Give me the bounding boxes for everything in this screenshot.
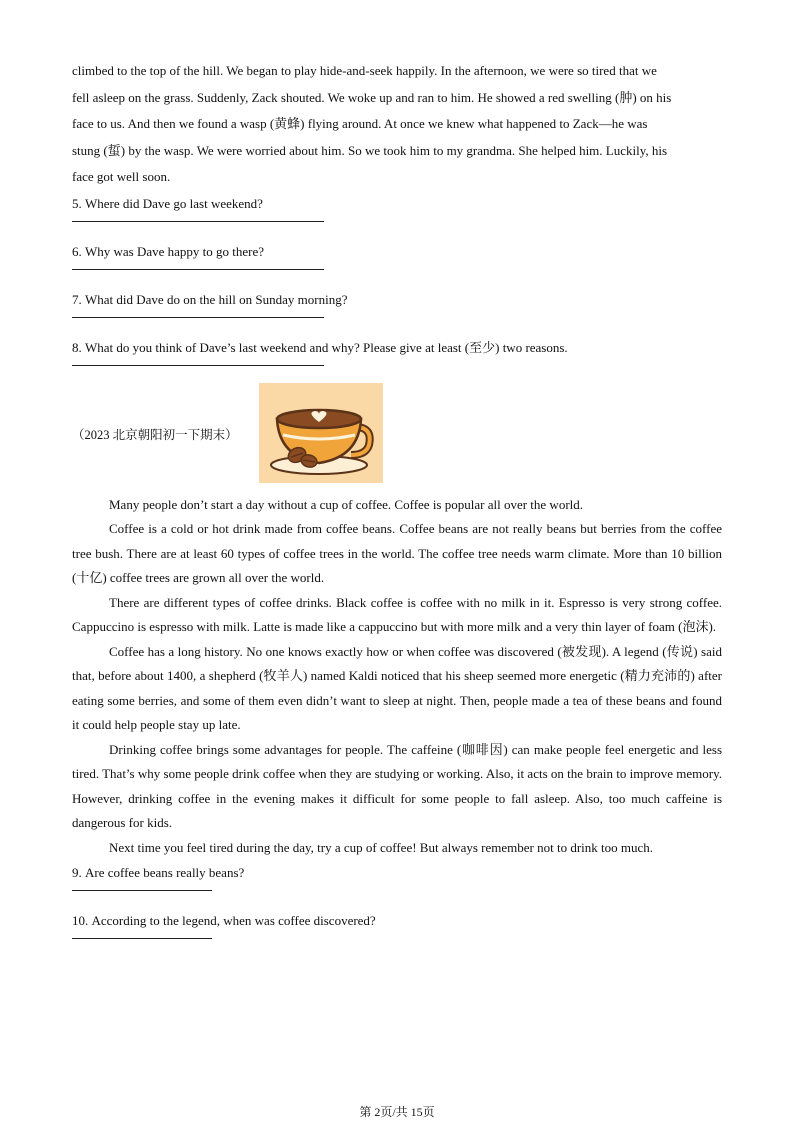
source-label: （2023 北京朝阳初一下期末） — [72, 427, 238, 442]
page-number: 第 2页/共 15页 — [359, 1105, 435, 1119]
passage-paragraph: Coffee is a cold or hot drink made from coffee beans. Coffee beans are not really beans but berries from the coffee tree bush. There are at least 60 types of coffee trees in the world. The coffee tree needs warm climate. More than 10 billion (十亿) coffee trees are grown all over the world. — [72, 521, 722, 585]
question-5 — [72, 191, 722, 217]
question-text: What do you think of Dave’s last weekend and why? Please give at least (至少) two reasons. — [85, 339, 568, 355]
intro-line: face to us. And then we found a wasp (黄蜂) flying around. At once we knew what happened to Zack—he was — [72, 116, 648, 131]
intro-line: fell asleep on the grass. Suddenly, Zack shouted. We woke up and ran to him. He showed a red swelling (肿) on his — [72, 89, 672, 105]
question-10 — [72, 908, 722, 934]
question-8 — [72, 335, 722, 361]
answer-line-10[interactable] — [72, 938, 212, 939]
coffee-cup-icon — [259, 383, 383, 483]
question-text: Are coffee beans really beans? — [85, 865, 245, 880]
answer-line-8[interactable] — [72, 365, 324, 366]
passage-paragraph: Coffee has a long history. No one knows exactly how or when coffee was discovered (被发现). A legend (传说) said that, before about 1400, a shepherd (牧羊人) named Kaldi noticed that his sheep seemed more energetic (精力充沛的) after eating some berries, and some of them even didn’t want to sleep at night. Then, people made a tea of these beans and found it could help people stay up late. — [72, 643, 722, 732]
question-text: Why was Dave happy to go there? — [85, 243, 265, 259]
question-block-a — [72, 191, 722, 366]
question-text: Where did Dave go last weekend? — [85, 195, 263, 211]
answer-line-9[interactable] — [72, 890, 212, 891]
intro-text — [72, 58, 722, 191]
question-9 — [72, 860, 722, 886]
question-number: 7. — [72, 291, 82, 307]
question-number: 10. — [72, 913, 89, 928]
question-number: 8. — [72, 339, 82, 355]
passage — [72, 493, 722, 861]
answer-line-7[interactable] — [72, 317, 324, 318]
question-7 — [72, 287, 722, 313]
passage-paragraph: Many people don’t start a day without a cup of coffee. Coffee is popular all over the world. — [109, 496, 584, 512]
question-text: What did Dave do on the hill on Sunday morning? — [85, 291, 348, 307]
passage-paragraph: There are different types of coffee drinks. Black coffee is coffee with no milk in it. Espresso is very strong coffee. Cappuccino is espresso with milk. Latte is made like a cappuccino but with more milk and a very thin layer of foam (泡沫). — [72, 594, 722, 634]
question-number: 5. — [72, 195, 82, 211]
question-6 — [72, 239, 722, 265]
page-content — [72, 58, 722, 956]
answer-line-5[interactable] — [72, 221, 324, 222]
intro-line: stung (蜇) by the wasp. We were worried about him. So we took him to my grandma. She helped him. Luckily, his — [72, 142, 668, 158]
source-row — [72, 383, 722, 487]
answer-line-6[interactable] — [72, 269, 324, 270]
question-block-b — [72, 860, 722, 939]
passage-paragraph: Next time you feel tired during the day, try a cup of coffee! But always remember not to drink too much. — [109, 839, 654, 855]
question-number: 9. — [72, 865, 82, 880]
question-number: 6. — [72, 243, 82, 259]
intro-line: climbed to the top of the hill. We began to play hide-and-seek happily. In the afternoon, we were so tired that we — [72, 63, 657, 78]
question-text: According to the legend, when was coffee discovered? — [91, 913, 376, 928]
passage-paragraph: Drinking coffee brings some advantages for people. The caffeine (咖啡因) can make people feel energetic and less tired. That’s why some people drink coffee when they are studying or working. Also, it acts on the brain to improve memory. However, drinking coffee in the evening makes it difficult for some people to fall asleep. Also, too much caffeine is dangerous for kids. — [72, 741, 722, 830]
intro-line: face got well soon. — [72, 169, 171, 184]
